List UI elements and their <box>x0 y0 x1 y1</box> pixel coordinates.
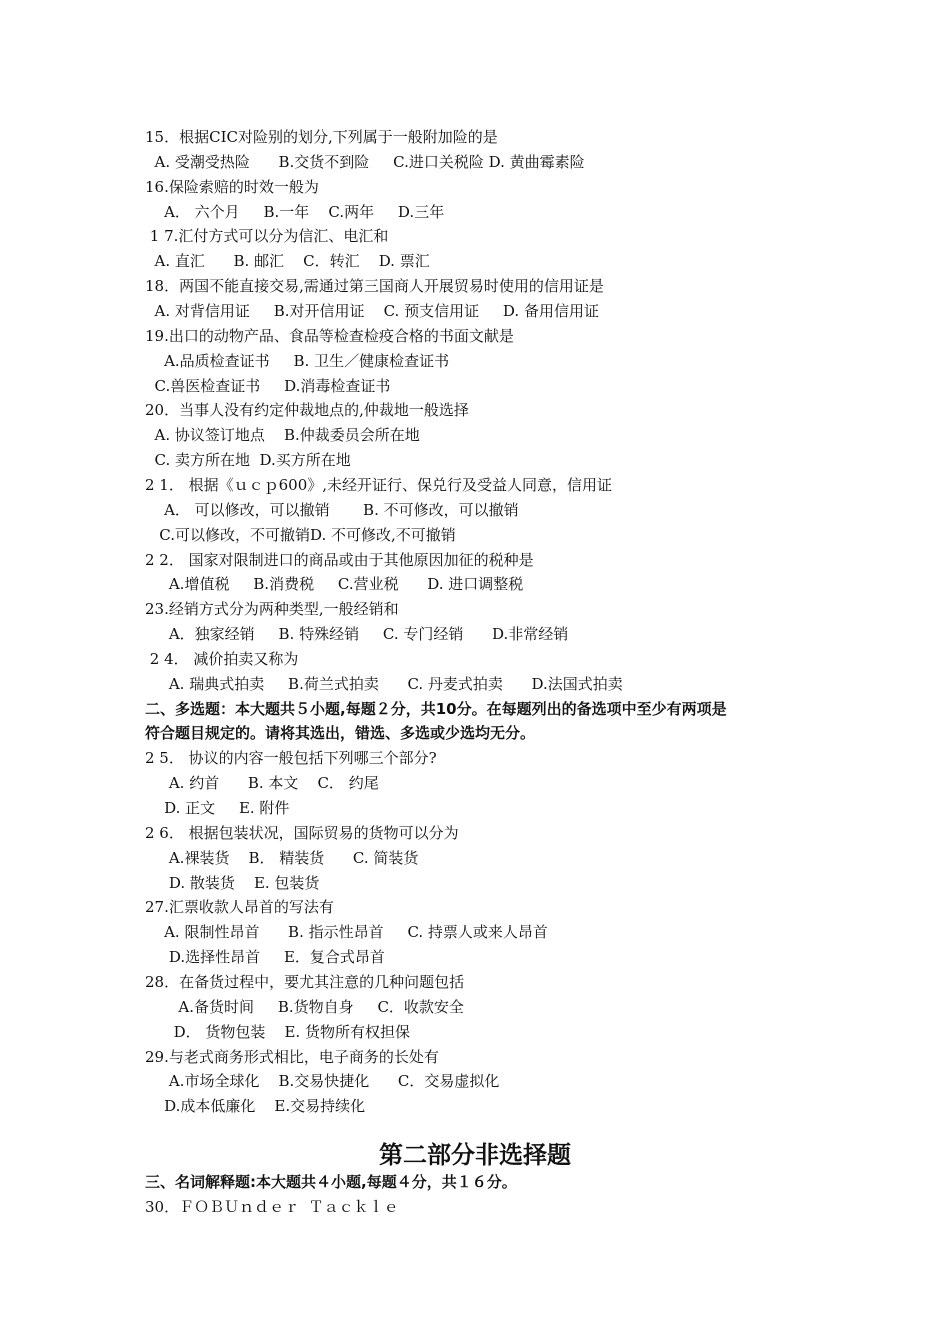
exam-line: 27.汇票收款人昂首的写法有 <box>145 898 334 917</box>
exam-line: A． 六个月 B.一年 C.两年 D.三年 <box>145 202 445 221</box>
exam-line: A.品质检查证书 B. 卫生／健康检查证书 <box>145 351 450 370</box>
exam-line: D. 散装货 E. 包装货 <box>145 873 320 892</box>
exam-line: 2 4． 减价拍卖又称为 <box>145 649 299 668</box>
exam-line: A.市场全球化 B.交易快捷化 C．交易虚拟化 <box>145 1072 500 1091</box>
exam-line: A. 瑞典式拍卖 B.荷兰式拍卖 C. 丹麦式拍卖 D.法国式拍卖 <box>145 674 623 693</box>
exam-line: 23.经销方式分为两种类型,一般经销和 <box>145 600 399 619</box>
exam-line: 29.与老式商务形式相比，电子商务的长处有 <box>145 1047 439 1066</box>
question-30: 30．ＦＯＢＵｎｄｅｒ Ｔａｃｋｌｅ <box>145 1198 399 1216</box>
exam-line: D.成本低廉化 E.交易持续化 <box>145 1097 366 1116</box>
exam-line: 20．当事人没有约定仲裁地点的,仲裁地一般选择 <box>145 401 469 420</box>
exam-line: A． 可以修改，可以撤销 B. 不可修改，可以撤销 <box>145 500 519 519</box>
exam-line: A. 直汇 B. 邮汇 C．转汇 D. 票汇 <box>145 252 430 271</box>
exam-line: 18．两国不能直接交易,需通过第三国商人开展贸易时使用的信用证是 <box>145 277 604 296</box>
exam-line: 2 2． 国家对限制进口的商品或由于其他原因加征的税种是 <box>145 550 534 569</box>
exam-line: A．独家经销 B. 特殊经销 C. 专门经销 D.非常经销 <box>145 625 569 643</box>
exam-line: 二、多选题：本大题共５小题,每题２分，共10分。在每题列出的备选项中至少有两项是 <box>145 699 727 718</box>
exam-line: A. 约首 B. 本文 C． 约尾 <box>145 774 379 793</box>
exam-line: 2 6． 根据包装状况，国际贸易的货物可以分为 <box>145 823 459 842</box>
exam-line: A. 对背信用证 B.对开信用证 C. 预支信用证 D. 备用信用证 <box>145 302 599 320</box>
exam-line: D. 正文 E. 附件 <box>145 799 290 817</box>
exam-line: C. 卖方所在地 D.买方所在地 <box>145 451 351 470</box>
exam-line: 1 7.汇付方式可以分为信汇、电汇和 <box>145 227 389 246</box>
exam-line: A. 协议签订地点 B.仲裁委员会所在地 <box>145 426 420 445</box>
exam-line: 符合题目规定的。请将其选出，错选、多选或少选均无分。 <box>145 724 536 743</box>
exam-line: A.裸装货 B． 精装货 C. 简装货 <box>145 848 419 867</box>
exam-line: 28．在备货过程中，要尤其注意的几种问题包括 <box>145 972 465 991</box>
exam-line: A. 限制性昂首 B. 指示性昂首 C. 持票人或来人昂首 <box>145 923 548 942</box>
exam-line: D． 货物包装 E. 货物所有权担保 <box>145 1022 410 1041</box>
exam-line: A.备货时间 B.货物自身 C．收款安全 <box>145 997 464 1016</box>
exam-line: C.兽医检查证书 D.消毒检查证书 <box>145 376 391 395</box>
section-title: 第二部分非选择题 <box>379 1140 571 1169</box>
exam-line: 16.保险索赔的时效一般为 <box>145 177 319 196</box>
exam-line: C.可以修改，不可撤销D. 不可修改,不可撤销 <box>145 525 456 544</box>
exam-line: 2 5． 协议的内容一般包括下列哪三个部分? <box>145 749 437 768</box>
section-three-heading: 三、名词解释题:本大题共４小题,每题４分，共１６分。 <box>145 1173 517 1191</box>
exam-line: D.选择性昂首 E．复合式昂首 <box>145 948 385 967</box>
exam-line: A. 受潮受热险 B.交货不到险 C.进口关税险 D. 黄曲霉素险 <box>145 152 585 171</box>
exam-line: 2 1． 根据《ｕｃｐ600》,未经开证行、保兑行及受益人同意，信用证 <box>145 475 613 494</box>
exam-line: A.增值税 B.消费税 C.营业税 D. 进口调整税 <box>145 575 524 594</box>
exam-line: 15．根据CIC对险别的划分,下列属于一般附加险的是 <box>145 128 498 146</box>
exam-line: 19.出口的动物产品、食品等检查检疫合格的书面文献是 <box>145 326 514 345</box>
